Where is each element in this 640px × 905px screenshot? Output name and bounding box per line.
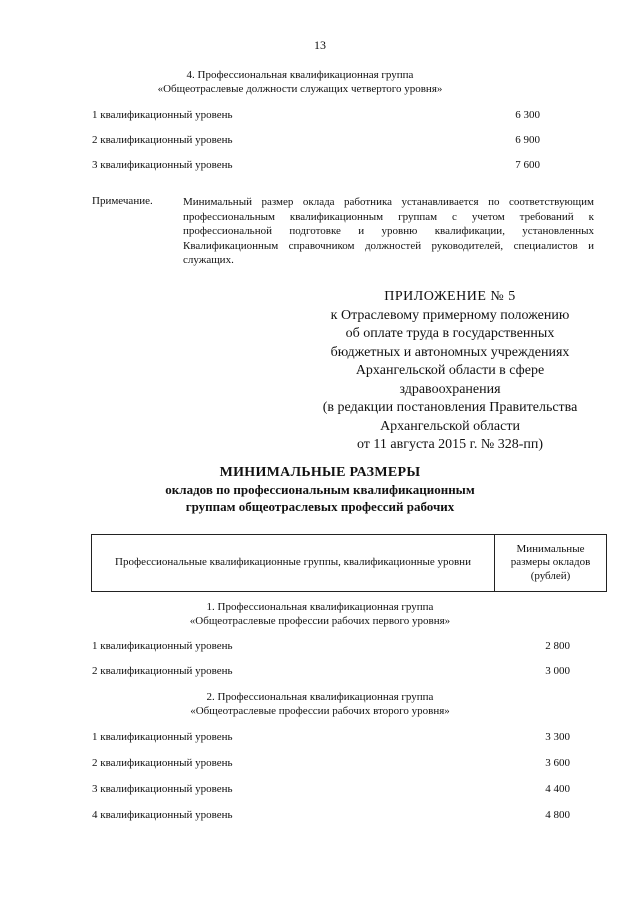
appendix-title: ПРИЛОЖЕНИЕ № 5 (384, 289, 516, 304)
group1-level-1-value: 2 800 (545, 640, 570, 652)
group2-title: 2. Профессиональная квалификационная группа (206, 691, 434, 703)
appendix-line: (в редакции постановления Правительства (322, 400, 578, 415)
group4-level-1-label: 1 квалификационный уровень (92, 109, 233, 121)
heading-line-1: МИНИМАЛЬНЫЕ РАЗМЕРЫ (219, 465, 421, 480)
group4-title: 4. Профессиональная квалификационная группа (186, 69, 414, 81)
group2-subtitle: «Общеотраслевые профессии рабочих второго уровня» (190, 705, 450, 717)
group4-level-3-label: 3 квалификационный уровень (92, 159, 233, 171)
note-text: Минимальный размер оклада работника устанавливается по соответствующим профессиональным квалификационным группам с учетом требований к профессиональной подготовке и уровню квалификации, установленных Квалификационным справочником должностей руководителей, специалистов и служащих. (183, 196, 594, 266)
group2-level-3-value: 4 400 (545, 783, 570, 795)
group2-level-3-label: 3 квалификационный уровень (92, 783, 233, 795)
appendix-line: бюджетных и автономных учреждениях (330, 344, 570, 360)
appendix-line: здравоохранения (399, 381, 501, 397)
group1-level-2-label: 2 квалификационный уровень (92, 665, 233, 677)
group4-subtitle: «Общеотраслевые должности служащих четвертого уровня» (157, 83, 443, 95)
group2-level-4-value: 4 800 (545, 809, 570, 821)
heading-line-3: группам общеотраслевых профессий рабочих (185, 499, 455, 514)
group1-level-2-value: 3 000 (545, 665, 570, 677)
group2-level-2-value: 3 600 (545, 757, 570, 769)
appendix-block (305, 288, 595, 455)
group2-level-2-label: 2 квалификационный уровень (92, 757, 233, 769)
group2-level-1-value: 3 300 (545, 731, 570, 743)
appendix-line: об оплате труда в государственных (345, 326, 555, 341)
header-salary-column: Минимальные размеры окладов (рублей) (495, 535, 607, 592)
group1-title: 1. Профессиональная квалификационная группа (206, 601, 434, 613)
main-heading (80, 464, 560, 515)
appendix-line: Архангельской области (380, 418, 520, 434)
group1-subtitle: «Общеотраслевые профессии рабочих первого уровня» (189, 615, 451, 627)
group4-level-1-value: 6 300 (515, 109, 540, 121)
group4-level-2-value: 6 900 (515, 134, 540, 146)
appendix-line: к Отраслевому примерному положению (330, 307, 570, 323)
header-groups-column: Профессиональные квалификационные группы, квалификационные уровни (92, 535, 495, 592)
group2-level-1-label: 1 квалификационный уровень (92, 731, 233, 743)
appendix-line: от 11 августа 2015 г. № 328-пп) (356, 437, 544, 452)
group1-level-1-label: 1 квалификационный уровень (92, 640, 233, 652)
note-label: Примечание. (92, 195, 153, 207)
group2-level-4-label: 4 квалификационный уровень (92, 809, 233, 821)
salary-table-header (91, 534, 607, 592)
appendix-line: Архангельской области в сфере (355, 363, 545, 378)
group4-level-2-label: 2 квалификационный уровень (92, 134, 233, 146)
heading-line-2: окладов по профессиональным квалификационным (165, 482, 475, 497)
group4-level-3-value: 7 600 (515, 159, 540, 171)
page-number: 13 (314, 38, 326, 52)
